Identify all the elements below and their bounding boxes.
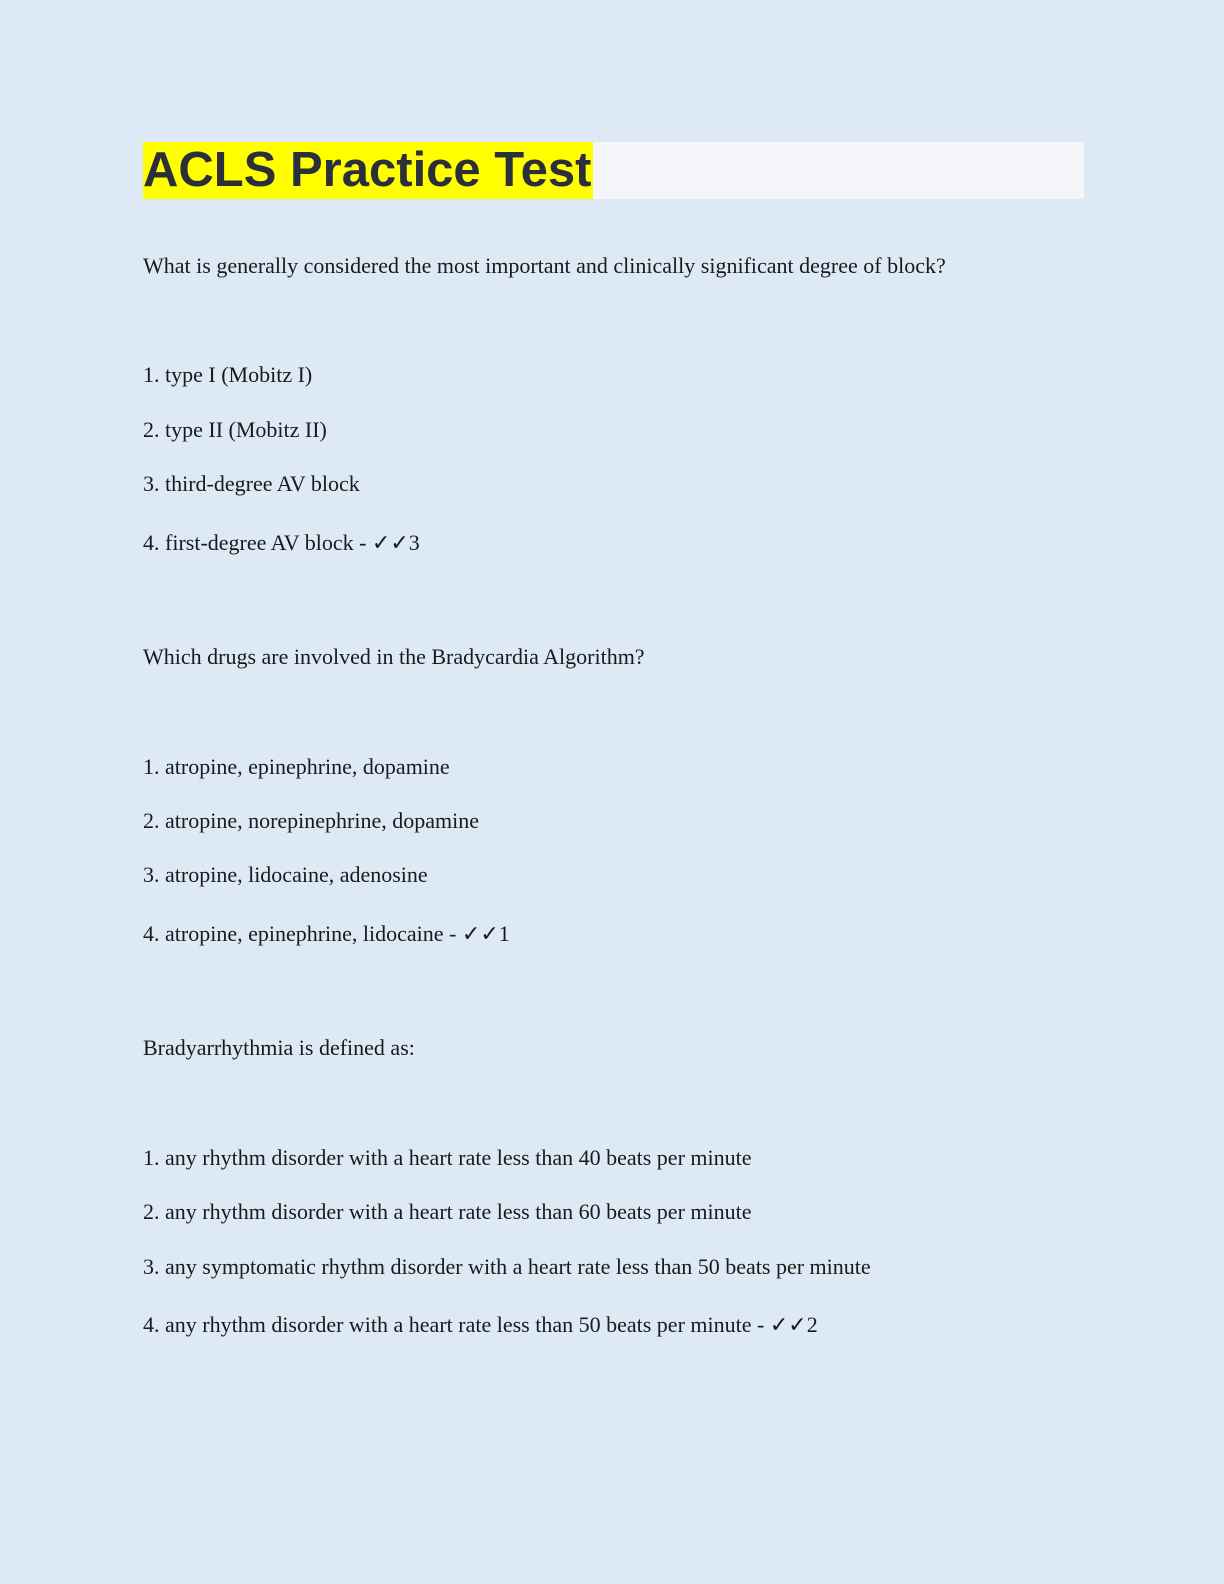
question-3-option-1: 1. any rhythm disorder with a heart rate less than 40 beats per minute [143, 1145, 752, 1170]
question-3-option-2: 2. any rhythm disorder with a heart rate less than 60 beats per minute [143, 1199, 752, 1224]
page-title: ACLS Practice Test [143, 143, 592, 197]
question-2-prompt: Which drugs are involved in the Bradycardia Algorithm? [143, 644, 645, 669]
check-mark-icon: ✓✓ [461, 922, 499, 947]
question-1-option-4 [143, 530, 420, 557]
question-1-option-2: 2. type II (Mobitz II) [143, 417, 327, 442]
question-3-option-4-text: 4. any rhythm disorder with a heart rate less than 50 beats per minute - [143, 1312, 770, 1337]
question-1-prompt: What is generally considered the most important and clinically significant degree of block? [143, 253, 946, 278]
question-3-option-3: 3. any symptomatic rhythm disorder with a heart rate less than 50 beats per minute [143, 1254, 871, 1279]
check-mark-icon: ✓✓ [371, 531, 409, 556]
question-2-option-4 [143, 921, 510, 948]
question-3-option-4 [143, 1312, 818, 1339]
question-1-option-1: 1. type I (Mobitz I) [143, 362, 313, 387]
question-2-option-2: 2. atropine, norepinephrine, dopamine [143, 808, 480, 833]
question-1-option-4-text: 4. first-degree AV block - [143, 530, 372, 555]
question-3-answer: 2 [806, 1312, 818, 1337]
question-2-answer: 1 [498, 921, 510, 946]
question-2-option-4-text: 4. atropine, epinephrine, lidocaine - [143, 921, 462, 946]
question-1-option-3: 3. third-degree AV block [143, 471, 360, 496]
check-mark-icon: ✓✓ [769, 1313, 807, 1338]
question-2-option-1: 1. atropine, epinephrine, dopamine [143, 754, 450, 779]
question-1-answer: 3 [408, 530, 420, 555]
question-3-prompt: Bradyarrhythmia is defined as: [143, 1035, 415, 1060]
question-2-option-3: 3. atropine, lidocaine, adenosine [143, 862, 428, 887]
title-bar [143, 142, 1084, 199]
